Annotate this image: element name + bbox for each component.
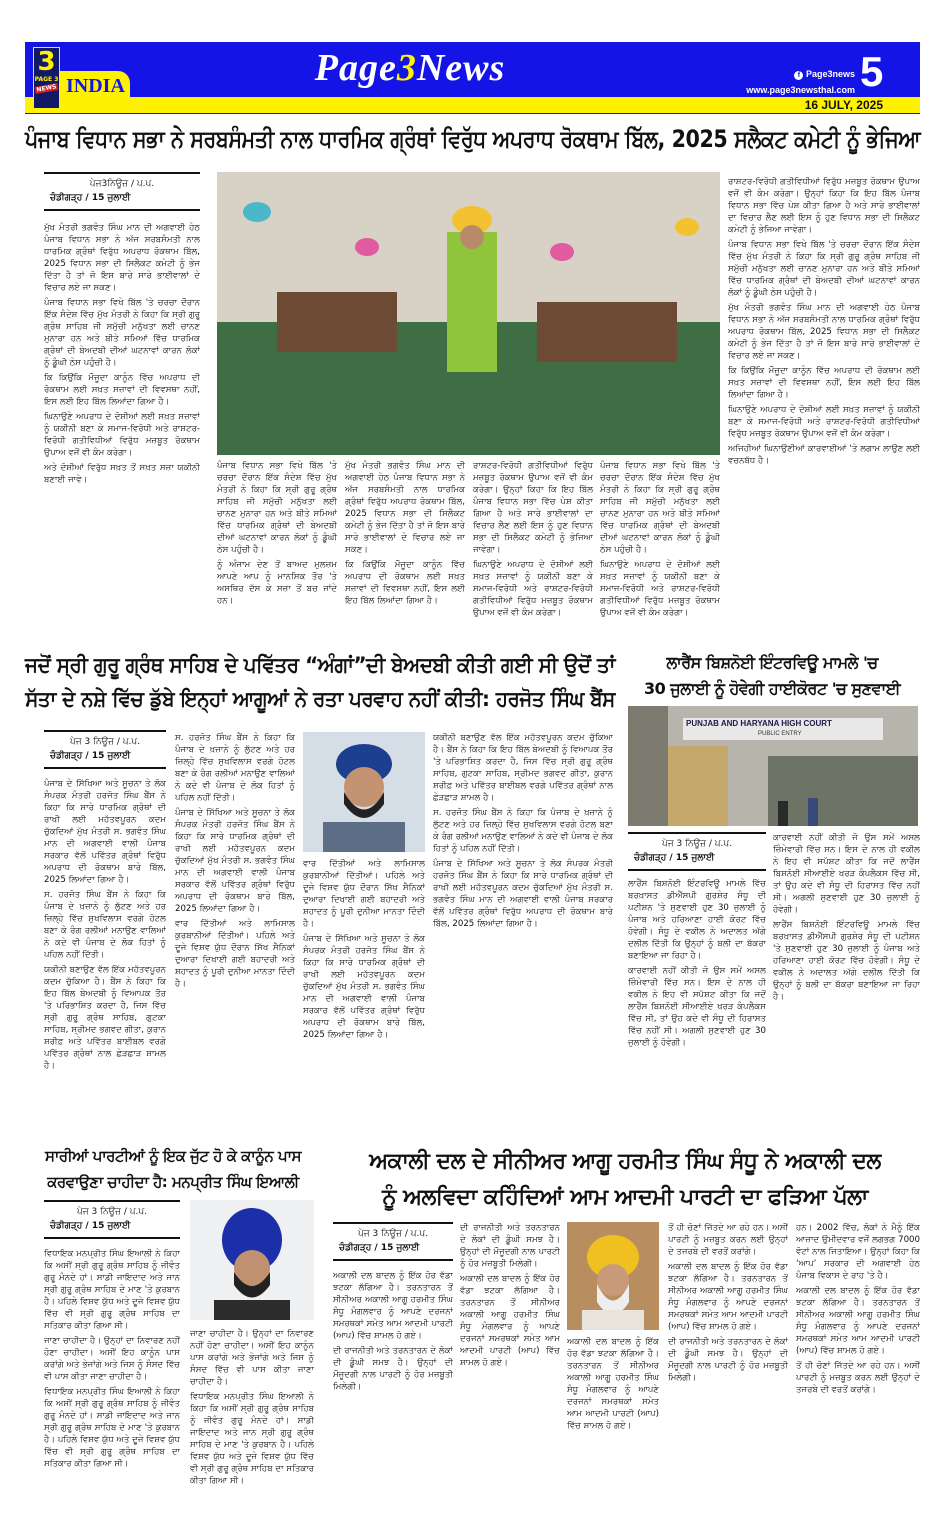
- harjot-bains-photo: [303, 732, 425, 852]
- paragraph: ਯਕੀਨੀ ਬਣਾਉਣ ਵੱਲ ਇੱਕ ਮਹੱਤਵਪੂਰਨ ਕਦਮ ਚੁੱਕਿਆ ਹੈ। ਬੈਂਸ ਨੇ ਕਿਹਾ ਕਿ ਇਹ ਬਿੱਲ ਬੇਅਦਬੀ ਨੂੰ ਵਿਆਪਕ ਤੌਰ 'ਤੇ ਪਰਿਭਾਸ਼ਿਤ ਕਰਦਾ ਹੈ, ਜਿਸ ਵਿੱਚ ਸ੍ਰੀ ਗੁਰੂ ਗ੍ਰੰਥ ਸਾਹਿਬ, ਗੁਟਕਾ ਸਾਹਿਬ, ਸ੍ਰੀਮਦ ਭਗਵਦ ਗੀਤਾ, ਕੁਰਾਨ ਸ਼ਰੀਫ਼ ਅਤੇ ਪਵਿੱਤਰ ਬਾਈਬਲ ਵਰਗੇ ਪਵਿੱਤਰ ਗ੍ਰੰਥਾਂ ਨਾਲ ਛੇੜਛਾੜ ਸ਼ਾਮਲ ਹੈ।: [44, 965, 166, 1071]
- story3-byline: [628, 832, 766, 871]
- headline-line: ਸਾਰੀਆਂ ਪਾਰਟੀਆਂ ਨੂੰ ਇਕ ਜੁੱਟ ਹੋ ਕੇ ਕਾਨੂੰਨ ਪਾਸ: [45, 1147, 301, 1165]
- story5-column-3: [567, 1336, 659, 1521]
- paragraph: ਕਾਰਵਾਈ ਨਹੀਂ ਕੀਤੀ ਜੋ ਉਸ ਸਮੇਂ ਅਸਲ ਜ਼ਿੰਮੇਵਾਰੀ ਵਿੱਚ ਸਨ। ਇਸ ਦੇ ਨਾਲ ਹੀ ਵਕੀਲ ਨੇ ਇਹ ਵੀ ਸਪੱਸ਼ਟ ਕੀਤਾ ਕਿ ਜਦੋਂ ਲਾਰੈਂਸ ਬਿਸ਼ਨੋਈ ਸੀਆਈਏ ਖਰੜ ਕੰਪਲੈਕਸ ਵਿੱਚ ਸੀ, ਤਾਂ ਉਹ ਕਦੇ ਵੀ ਸੰਧੂ ਦੀ ਹਿਰਾਸਤ ਵਿੱਚ ਨਹੀਂ ਸੀ। ਅਗਲੀ ਸੁਣਵਾਈ ਹੁਣ 30 ਜੁਲਾਈ ਨੂੰ ਹੋਵੇਗੀ।: [628, 966, 766, 1048]
- paragraph: ਸ. ਹਰਜੋਤ ਸਿੰਘ ਬੈਂਸ ਨੇ ਕਿਹਾ ਕਿ ਪੰਜਾਬ ਦੇ ਖ਼ਜ਼ਾਨੇ ਨੂੰ ਲੁੱਟਣ ਅਤੇ ਹਰ ਜ਼ਿਲ੍ਹੇ ਵਿੱਚ ਸੁਖਵਿਲਾਸ ਵਰਗੇ ਹੋਟਲ ਬਣਾ ਕੇ ਰੰਗ ਰਲੀਆਂ ਮਨਾਉਣ ਵਾਲਿਆਂ ਨੇ ਕਦੇ ਵੀ ਪੰਜਾਬ ਦੇ ਲੋਕ ਹਿਤਾਂ ਨੂੰ ਪਹਿਲ ਨਹੀਂ ਦਿੱਤੀ।: [433, 808, 613, 854]
- paragraph: ਲਾਰੈਂਸ ਬਿਸ਼ਨੋਈ ਇੰਟਰਵਿਊ ਮਾਮਲੇ ਵਿੱਚ ਬਰਖ਼ਾਸਤ ਡੀਐੱਸਪੀ ਗੁਰਸ਼ੇਰ ਸੰਧੂ ਦੀ ਪਟੀਸ਼ਨ 'ਤੇ ਸੁਣਵਾਈ ਹੁਣ 30 ਜੁਲਾਈ ਨੂੰ ਪੰਜਾਬ ਅਤੇ ਹਰਿਆਣਾ ਹਾਈ ਕੋਰਟ ਵਿੱਚ ਹੋਵੇਗੀ। ਸੰਧੂ ਦੇ ਵਕੀਲ ਨੇ ਅਦਾਲਤ ਅੱਗੇ ਦਲੀਲ ਦਿੱਤੀ ਕਿ ਉਨ੍ਹਾਂ ਨੂੰ ਬਲੀ ਦਾ ਬੱਕਰਾ ਬਣਾਇਆ ਜਾ ਰਿਹਾ ਹੈ।: [773, 920, 920, 1002]
- paragraph: ਅਕਾਲੀ ਦਲ ਬਾਦਲ ਨੂੰ ਇੱਕ ਹੋਰ ਵੱਡਾ ਝਟਕਾ ਲੱਗਿਆ ਹੈ। ਤਰਨਤਾਰਨ ਤੋਂ ਸੀਨੀਅਰ ਅਕਾਲੀ ਆਗੂ ਹਰਮੀਤ ਸਿੰਘ ਸੰਧੂ ਮੰਗਲਵਾਰ ਨੂੰ ਆਪਣੇ ਦਰਜਨਾਂ ਸਮਰਥਕਾਂ ਸਮੇਤ ਆਮ ਆਦਮੀ ਪਾਰਟੀ (ਆਪ) ਵਿੱਚ ਸ਼ਾਮਲ ਹੋ ਗਏ।: [668, 1262, 788, 1332]
- story5-column-1: [333, 1270, 453, 1521]
- story1-column-6: [728, 176, 920, 622]
- paragraph: ਹਨ। 2002 ਵਿੱਚ, ਲੋਕਾਂ ਨੇ ਮੈਨੂੰ ਇੱਕ ਆਜ਼ਾਦ ਉਮੀਦਵਾਰ ਵਜੋਂ ਲਗਭਗ 7000 ਵੋਟਾਂ ਨਾਲ ਜਿਤਾਇਆ। ਉਨ੍ਹਾਂ ਕਿਹਾ ਕਿ ‘ਆਪ’ ਸਰਕਾਰ ਦੀ ਅਗਵਾਈ ਹੇਠ ਪੰਜਾਬ ਵਿਕਾਸ ਦੇ ਰਾਹ 'ਤੇ ਹੈ।: [796, 1223, 920, 1281]
- byline-dateline: ਚੰਡੀਗੜ੍ਹ / 15 ਜੁਲਾਈ: [339, 1243, 420, 1253]
- issue-date: 16 JULY, 2025: [804, 98, 883, 112]
- portrait-illustration: [567, 1222, 659, 1330]
- byline-dateline: ਚੰਡੀਗੜ੍ਹ / 15 ਜੁਲਾਈ: [50, 751, 131, 761]
- assembly-photo: [217, 172, 720, 455]
- facebook-handle[interactable]: Page3news: [805, 69, 855, 79]
- story5-column-5: [796, 1222, 920, 1521]
- paragraph: ਮੁੱਖ ਮੰਤਰੀ ਭਗਵੰਤ ਸਿੰਘ ਮਾਨ ਦੀ ਅਗਵਾਈ ਹੇਠ ਪੰਜਾਬ ਵਿਧਾਨ ਸਭਾ ਨੇ ਅੱਜ ਸਰਬਸੰਮਤੀ ਨਾਲ ਧਾਰਮਿਕ ਗ੍ਰੰਥਾਂ ਵਿਰੁੱਧ ਅਪਰਾਧ ਰੋਕਥਾਮ ਬਿੱਲ, 2025 ਵਿਧਾਨ ਸਭਾ ਦੀ ਸਿਲੈਕਟ ਕਮੇਟੀ ਨੂੰ ਭੇਜ ਦਿੱਤਾ ਹੈ ਤਾਂ ਜੋ ਇਸ ਬਾਰੇ ਸਾਰੇ ਭਾਈਵਾਲਾਂ ਦੇ ਵਿਚਾਰ ਲਏ ਜਾ ਸਕਣ।: [345, 461, 465, 555]
- story1-column-5: [600, 460, 720, 622]
- paragraph: ਅਕਾਲੀ ਦਲ ਬਾਦਲ ਨੂੰ ਇੱਕ ਹੋਰ ਵੱਡਾ ਝਟਕਾ ਲੱਗਿਆ ਹੈ। ਤਰਨਤਾਰਨ ਤੋਂ ਸੀਨੀਅਰ ਅਕਾਲੀ ਆਗੂ ਹਰਮੀਤ ਸਿੰਘ ਸੰਧੂ ਮੰਗਲਵਾਰ ਨੂੰ ਆਪਣੇ ਦਰਜਨਾਂ ਸਮਰਥਕਾਂ ਸਮੇਤ ਆਮ ਆਦਮੀ ਪਾਰਟੀ (ਆਪ) ਵਿੱਚ ਸ਼ਾਮਲ ਹੋ ਗਏ।: [460, 1274, 560, 1368]
- logo-number: 3: [37, 47, 56, 77]
- paragraph: ਸ. ਹਰਜੋਤ ਸਿੰਘ ਬੈਂਸ ਨੇ ਕਿਹਾ ਕਿ ਪੰਜਾਬ ਦੇ ਖ਼ਜ਼ਾਨੇ ਨੂੰ ਲੁੱਟਣ ਅਤੇ ਹਰ ਜ਼ਿਲ੍ਹੇ ਵਿੱਚ ਸੁਖਵਿਲਾਸ ਵਰਗੇ ਹੋਟਲ ਬਣਾ ਕੇ ਰੰਗ ਰਲੀਆਂ ਮਨਾਉਣ ਵਾਲਿਆਂ ਨੇ ਕਦੇ ਵੀ ਪੰਜਾਬ ਦੇ ਲੋਕ ਹਿਤਾਂ ਨੂੰ ਪਹਿਲ ਨਹੀਂ ਦਿੱਤੀ।: [175, 733, 295, 803]
- story1-headline-box: [25, 122, 920, 162]
- page-number: 5: [860, 48, 884, 95]
- story1-column-1: [44, 222, 200, 622]
- byline-dateline: ਚੰਡੀਗੜ੍ਹ / 15 ਜੁਲਾਈ: [50, 1221, 131, 1231]
- story5-column-2: [460, 1222, 560, 1521]
- paragraph: ਘਿਨਾਉਣੇ ਅਪਰਾਧ ਦੇ ਦੋਸ਼ੀਆਂ ਲਈ ਸਖ਼ਤ ਸਜ਼ਾਵਾਂ ਨੂੰ ਯਕੀਨੀ ਬਣਾ ਕੇ ਸਮਾਜ-ਵਿਰੋਧੀ ਅਤੇ ਰਾਸ਼ਟਰ-ਵਿਰੋਧੀ ਗਤੀਵਿਧੀਆਂ ਵਿਰੁੱਧ ਮਜ਼ਬੂਤ ਰੋਕਥਾਮ ਉਪਾਅ ਵਜੋਂ ਵੀ ਕੰਮ ਕਰੇਗਾ।: [44, 412, 200, 458]
- headline-line: ਜਦੋਂ ਸ੍ਰੀ ਗੁਰੂ ਗ੍ਰੰਥ ਸਾਹਿਬ ਦੇ ਪਵਿੱਤਰ “ਅੰਗਾਂ”ਦੀ ਬੇਅਦਬੀ ਕੀਤੀ ਗਈ ਸੀ ਉਦੋਂ ਤਾਂ: [25, 653, 615, 677]
- headline-line: ਕਰਵਾਉਣਾ ਚਾਹੀਦਾ ਹੈ: ਮਨਪ੍ਰੀਤ ਸਿੰਘ ਇਆਲੀ: [47, 1173, 299, 1191]
- paragraph: ਕਿ ਕਿਉਂਕਿ ਮੌਜੂਦਾ ਕਾਨੂੰਨ ਵਿੱਚ ਅਪਰਾਧ ਦੀ ਰੋਕਥਾਮ ਲਈ ਸਖ਼ਤ ਸਜ਼ਾਵਾਂ ਦੀ ਵਿਵਸਥਾ ਨਹੀਂ, ਇਸ ਲਈ ਇਹ ਬਿੱਲ ਲਿਆਂਦਾ ਗਿਆ ਹੈ।: [345, 560, 465, 606]
- paragraph: ਦੀ ਰਾਜਨੀਤੀ ਅਤੇ ਤਰਨਤਾਰਨ ਦੇ ਲੋਕਾਂ ਦੀ ਡੂੰਘੀ ਸਮਝ ਹੈ। ਉਨ੍ਹਾਂ ਦੀ ਮੌਜੂਦਗੀ ਨਾਲ ਪਾਰਟੀ ਨੂੰ ਹੋਰ ਮਜ਼ਬੂਤੀ ਮਿਲੇਗੀ।: [333, 1346, 453, 1392]
- paragraph: ਸ. ਹਰਜੋਤ ਸਿੰਘ ਬੈਂਸ ਨੇ ਕਿਹਾ ਕਿ ਪੰਜਾਬ ਦੇ ਖ਼ਜ਼ਾਨੇ ਨੂੰ ਲੁੱਟਣ ਅਤੇ ਹਰ ਜ਼ਿਲ੍ਹੇ ਵਿੱਚ ਸੁਖਵਿਲਾਸ ਵਰਗੇ ਹੋਟਲ ਬਣਾ ਕੇ ਰੰਗ ਰਲੀਆਂ ਮਨਾਉਣ ਵਾਲਿਆਂ ਨੇ ਕਦੇ ਵੀ ਪੰਜਾਬ ਦੇ ਲੋਕ ਹਿਤਾਂ ਨੂੰ ਪਹਿਲ ਨਹੀਂ ਦਿੱਤੀ।: [44, 890, 166, 960]
- paragraph: ਜਾਣਾ ਚਾਹੀਦਾ ਹੈ। ਉਨ੍ਹਾਂ ਦਾ ਨਿਵਾਰਣ ਨਹੀਂ ਹੋਣਾ ਚਾਹੀਦਾ। ਅਸੀਂ ਇਹ ਕਾਨੂੰਨ ਪਾਸ ਕਰਾਂਗੇ ਅਤੇ ਭੇਜਾਂਗੇ ਅਤੇ ਜਿਸ ਨੂੰ ਸੰਸਦ ਵਿੱਚ ਵੀ ਪਾਸ ਕੀਤਾ ਜਾਣਾ ਚਾਹੀਦਾ ਹੈ।: [44, 1336, 180, 1382]
- story1-headline: ਪੰਜਾਬ ਵਿਧਾਨ ਸਭਾ ਨੇ ਸਰਬਸੰਮਤੀ ਨਾਲ ਧਾਰਮਿਕ ਗ੍ਰੰਥਾਂ ਵਿਰੁੱਧ ਅਪਰਾਧ ਰੋਕਥਾਮ ਬਿੱਲ, 2025 ਸਲੈਕਟ ਕਮੇਟੀ ਨੂੰ ਭੇਜਿਆ: [24, 125, 921, 153]
- story2-column-3: [303, 858, 425, 1128]
- paragraph: ਅਕਾਲੀ ਦਲ ਬਾਦਲ ਨੂੰ ਇੱਕ ਹੋਰ ਵੱਡਾ ਝਟਕਾ ਲੱਗਿਆ ਹੈ। ਤਰਨਤਾਰਨ ਤੋਂ ਸੀਨੀਅਰ ਅਕਾਲੀ ਆਗੂ ਹਰਮੀਤ ਸਿੰਘ ਸੰਧੂ ਮੰਗਲਵਾਰ ਨੂੰ ਆਪਣੇ ਦਰਜਨਾਂ ਸਮਰਥਕਾਂ ਸਮੇਤ ਆਮ ਆਦਮੀ ਪਾਰਟੀ (ਆਪ) ਵਿੱਚ ਸ਼ਾਮਲ ਹੋ ਗਏ।: [333, 1271, 453, 1341]
- section-label: INDIA: [66, 75, 125, 97]
- story2-column-2: [175, 732, 295, 1128]
- paragraph: ਕਾਰਵਾਈ ਨਹੀਂ ਕੀਤੀ ਜੋ ਉਸ ਸਮੇਂ ਅਸਲ ਜ਼ਿੰਮੇਵਾਰੀ ਵਿੱਚ ਸਨ। ਇਸ ਦੇ ਨਾਲ ਹੀ ਵਕੀਲ ਨੇ ਇਹ ਵੀ ਸਪੱਸ਼ਟ ਕੀਤਾ ਕਿ ਜਦੋਂ ਲਾਰੈਂਸ ਬਿਸ਼ਨੋਈ ਸੀਆਈਏ ਖਰੜ ਕੰਪਲੈਕਸ ਵਿੱਚ ਸੀ, ਤਾਂ ਉਹ ਕਦੇ ਵੀ ਸੰਧੂ ਦੀ ਹਿਰਾਸਤ ਵਿੱਚ ਨਹੀਂ ਸੀ। ਅਗਲੀ ਸੁਣਵਾਈ ਹੁਣ 30 ਜੁਲਾਈ ਨੂੰ ਹੋਵੇਗੀ।: [773, 833, 920, 915]
- paragraph: ਰਾਸ਼ਟਰ-ਵਿਰੋਧੀ ਗਤੀਵਿਧੀਆਂ ਵਿਰੁੱਧ ਮਜ਼ਬੂਤ ਰੋਕਥਾਮ ਉਪਾਅ ਵਜੋਂ ਵੀ ਕੰਮ ਕਰੇਗਾ। ਉਨ੍ਹਾਂ ਕਿਹਾ ਕਿ ਇਹ ਬਿੱਲ ਪੰਜਾਬ ਵਿਧਾਨ ਸਭਾ ਵਿੱਚ ਪੇਸ਼ ਕੀਤਾ ਗਿਆ ਹੈ ਅਤੇ ਸਾਰੇ ਭਾਈਵਾਲਾਂ ਦਾ ਵਿਚਾਰ ਲੈਣ ਲਈ ਇਸ ਨੂੰ ਹੁਣ ਵਿਧਾਨ ਸਭਾ ਦੀ ਸਿਲੈਕਟ ਕਮੇਟੀ ਨੂੰ ਭੇਜਿਆ ਜਾਵੇਗਾ।: [473, 461, 593, 555]
- paragraph: ਅਜਿਹੀਆਂ ਘਿਨਾਉਣੀਆਂ ਕਾਰਵਾਈਆਂ 'ਤੇ ਲਗਾਮ ਲਾਉਣ ਲਈ ਵਚਨਬੱਧ ਹੈ।: [728, 444, 920, 466]
- paragraph: ਵਿਧਾਇਕ ਮਨਪ੍ਰੀਤ ਸਿੰਘ ਇਆਲੀ ਨੇ ਕਿਹਾ ਕਿ ਅਸੀਂ ਸ੍ਰੀ ਗੁਰੂ ਗ੍ਰੰਥ ਸਾਹਿਬ ਨੂੰ ਜੀਵੰਤ ਗੁਰੂ ਮੰਨਦੇ ਹਾਂ। ਸਾਡੀ ਜਾਇਦਾਦ ਅਤੇ ਜਾਨ ਸ੍ਰੀ ਗੁਰੂ ਗ੍ਰੰਥ ਸਾਹਿਬ ਦੇ ਮਾਣ 'ਤੇ ਕੁਰਬਾਨ ਹੈ। ਪਹਿਲੇ ਵਿਸ਼ਵ ਯੁੱਧ ਅਤੇ ਦੂਜੇ ਵਿਸ਼ਵ ਯੁੱਧ ਵਿੱਚ ਵੀ ਸ੍ਰੀ ਗੁਰੂ ਗ੍ਰੰਥ ਸਾਹਿਬ ਦਾ ਸਤਿਕਾਰ ਕੀਤਾ ਗਿਆ ਸੀ।: [190, 1392, 314, 1486]
- paragraph: ਨੂੰ ਅੰਜਾਮ ਦੇਣ ਤੋਂ ਬਾਅਦ ਮੁਲਜ਼ਮ ਆਪਣੇ ਆਪ ਨੂੰ ਮਾਨਸਿਕ ਤੌਰ 'ਤੇ ਅਸਥਿਰ ਦੱਸ ਕੇ ਸਜ਼ਾ ਤੋਂ ਬਚ ਜਾਂਦੇ ਹਨ।: [217, 560, 337, 606]
- paragraph: ਪੰਜਾਬ ਦੇ ਸਿੱਖਿਆ ਅਤੇ ਸੂਚਨਾ ਤੇ ਲੋਕ ਸੰਪਰਕ ਮੰਤਰੀ ਹਰਜੋਤ ਸਿੰਘ ਬੈਂਸ ਨੇ ਕਿਹਾ ਕਿ ਸਾਰੇ ਧਾਰਮਿਕ ਗ੍ਰੰਥਾਂ ਦੀ ਰਾਖੀ ਲਈ ਮਹੱਤਵਪੂਰਨ ਕਦਮ ਚੁੱਕਦਿਆਂ ਮੁੱਖ ਮੰਤਰੀ ਸ. ਭਗਵੰਤ ਸਿੰਘ ਮਾਨ ਦੀ ਅਗਵਾਈ ਵਾਲੀ ਪੰਜਾਬ ਸਰਕਾਰ ਵੱਲੋਂ ਪਵਿੱਤਰ ਗ੍ਰੰਥਾਂ ਵਿਰੁੱਧ ਅਪਰਾਧ ਦੀ ਰੋਕਥਾਮ ਬਾਰੇ ਬਿੱਲ, 2025 ਲਿਆਂਦਾ ਗਿਆ ਹੈ।: [175, 808, 295, 914]
- paragraph: ਵਾਰ ਦਿੱਤੀਆਂ ਅਤੇ ਲਾਮਿਸਾਲ ਕੁਰਬਾਨੀਆਂ ਦਿੱਤੀਆਂ। ਪਹਿਲੇ ਅਤੇ ਦੂਜੇ ਵਿਸ਼ਵ ਯੁੱਧ ਦੌਰਾਨ ਸਿੱਖ ਸੈਨਿਕਾਂ ਦੁਆਰਾ ਦਿਖਾਈ ਗਈ ਬਹਾਦਰੀ ਅਤੇ ਸ਼ਹਾਦਤ ਨੂੰ ਪੂਰੀ ਦੁਨੀਆ ਮਾਨਤਾ ਦਿੰਦੀ ਹੈ।: [303, 859, 425, 929]
- logo-sub: PAGE 3: [34, 76, 59, 83]
- story3-headline: [622, 650, 922, 704]
- paragraph: ਮੁੱਖ ਮੰਤਰੀ ਭਗਵੰਤ ਸਿੰਘ ਮਾਨ ਦੀ ਅਗਵਾਈ ਹੇਠ ਪੰਜਾਬ ਵਿਧਾਨ ਸਭਾ ਨੇ ਅੱਜ ਸਰਬਸੰਮਤੀ ਨਾਲ ਧਾਰਮਿਕ ਗ੍ਰੰਥਾਂ ਵਿਰੁੱਧ ਅਪਰਾਧ ਰੋਕਥਾਮ ਬਿੱਲ, 2025 ਵਿਧਾਨ ਸਭਾ ਦੀ ਸਿਲੈਕਟ ਕਮੇਟੀ ਨੂੰ ਭੇਜ ਦਿੱਤਾ ਹੈ ਤਾਂ ਜੋ ਇਸ ਬਾਰੇ ਸਾਰੇ ਭਾਈਵਾਲਾਂ ਦੇ ਵਿਚਾਰ ਲਏ ਜਾ ਸਕਣ।: [728, 303, 920, 361]
- headline-line: ਸੱਤਾ ਦੇ ਨਸ਼ੇ ਵਿੱਚ ਡੁੱਬੇ ਇਨ੍ਹਾਂ ਆਗੂਆਂ ਨੇ ਰਤਾ ਪਰਵਾਹ ਨਹੀਂ ਕੀਤੀ: ਹਰਜੋਤ ਸਿੰਘ ਬੈਂਸ: [25, 687, 615, 711]
- harmeet-sandhu-photo: [567, 1222, 659, 1330]
- page3-logo: [33, 47, 60, 109]
- newspaper-brand: [210, 46, 610, 90]
- byline-dateline: ਚੰਡੀਗੜ੍ਹ / 15 ਜੁਲਾਈ: [50, 193, 131, 203]
- paragraph: ਕਿ ਕਿਉਂਕਿ ਮੌਜੂਦਾ ਕਾਨੂੰਨ ਵਿੱਚ ਅਪਰਾਧ ਦੀ ਰੋਕਥਾਮ ਲਈ ਸਖ਼ਤ ਸਜ਼ਾਵਾਂ ਦੀ ਵਿਵਸਥਾ ਨਹੀਂ, ਇਸ ਲਈ ਇਹ ਬਿੱਲ ਲਿਆਂਦਾ ਗਿਆ ਹੈ।: [728, 366, 920, 400]
- brand-three: 3: [396, 47, 417, 89]
- story5-column-4: [668, 1222, 788, 1521]
- story1-column-2: [217, 460, 337, 622]
- paragraph: ਮੁੱਖ ਮੰਤਰੀ ਭਗਵੰਤ ਸਿੰਘ ਮਾਨ ਦੀ ਅਗਵਾਈ ਹੇਠ ਪੰਜਾਬ ਵਿਧਾਨ ਸਭਾ ਨੇ ਅੱਜ ਸਰਬਸੰਮਤੀ ਨਾਲ ਧਾਰਮਿਕ ਗ੍ਰੰਥਾਂ ਵਿਰੁੱਧ ਅਪਰਾਧ ਰੋਕਥਾਮ ਬਿੱਲ, 2025 ਵਿਧਾਨ ਸਭਾ ਦੀ ਸਿਲੈਕਟ ਕਮੇਟੀ ਨੂੰ ਭੇਜ ਦਿੱਤਾ ਹੈ ਤਾਂ ਜੋ ਇਸ ਬਾਰੇ ਸਾਰੇ ਭਾਈਵਾਲਾਂ ਦੇ ਵਿਚਾਰ ਲਏ ਜਾ ਸਕਣ।: [44, 223, 200, 293]
- brand-part: Page: [314, 47, 397, 89]
- website-link[interactable]: www.page3newsthal.com: [746, 85, 855, 95]
- byline-source: ਪੇਜ 3 ਨਿਊਜ਼ / ਪ.ਪ.: [76, 1207, 148, 1217]
- byline-source: ਪੇਜ 3 ਨਿਊਜ਼ / ਪ.ਪ.: [357, 1229, 429, 1239]
- paragraph: ਅਕਾਲੀ ਦਲ ਬਾਦਲ ਨੂੰ ਇੱਕ ਹੋਰ ਵੱਡਾ ਝਟਕਾ ਲੱਗਿਆ ਹੈ। ਤਰਨਤਾਰਨ ਤੋਂ ਸੀਨੀਅਰ ਅਕਾਲੀ ਆਗੂ ਹਰਮੀਤ ਸਿੰਘ ਸੰਧੂ ਮੰਗਲਵਾਰ ਨੂੰ ਆਪਣੇ ਦਰਜਨਾਂ ਸਮਰਥਕਾਂ ਸਮੇਤ ਆਮ ਆਦਮੀ ਪਾਰਟੀ (ਆਪ) ਵਿੱਚ ਸ਼ਾਮਲ ਹੋ ਗਏ।: [796, 1286, 920, 1356]
- paragraph: ਅਤੇ ਦੋਸ਼ੀਆਂ ਵਿਰੁੱਧ ਸਖ਼ਤ ਤੋਂ ਸਖ਼ਤ ਸਜ਼ਾ ਯਕੀਨੀ ਬਣਾਈ ਜਾਵੇ।: [44, 463, 200, 485]
- byline-source: ਪੇਜ3ਨਿਊਜ਼ / ਪ.ਪ.: [89, 179, 155, 189]
- story1-byline: [44, 172, 200, 211]
- paragraph: ਪੰਜਾਬ ਵਿਧਾਨ ਸਭਾ ਵਿਖੇ ਬਿੱਲ 'ਤੇ ਚਰਚਾ ਦੌਰਾਨ ਇੱਕ ਸੰਦੇਸ਼ ਵਿੱਚ ਮੁੱਖ ਮੰਤਰੀ ਨੇ ਕਿਹਾ ਕਿ ਸ੍ਰੀ ਗੁਰੂ ਗ੍ਰੰਥ ਸਾਹਿਬ ਜੀ ਸਮੁੱਚੀ ਮਨੁੱਖਤਾ ਲਈ ਚਾਨਣ ਮੁਨਾਰਾ ਹਨ ਅਤੇ ਬੀਤੇ ਸਮਿਆਂ ਵਿੱਚ ਧਾਰਮਿਕ ਗ੍ਰੰਥਾਂ ਦੀ ਬੇਅਦਬੀ ਦੀਆਂ ਘਟਨਾਵਾਂ ਕਾਰਨ ਲੋਕਾਂ ਨੂੰ ਡੂੰਘੀ ਠੇਸ ਪਹੁੰਚੀ ਹੈ।: [728, 240, 920, 298]
- portrait-illustration: [190, 1200, 314, 1320]
- paragraph: ਘਿਨਾਉਣੇ ਅਪਰਾਧ ਦੇ ਦੋਸ਼ੀਆਂ ਲਈ ਸਖ਼ਤ ਸਜ਼ਾਵਾਂ ਨੂੰ ਯਕੀਨੀ ਬਣਾ ਕੇ ਸਮਾਜ-ਵਿਰੋਧੀ ਅਤੇ ਰਾਸ਼ਟਰ-ਵਿਰੋਧੀ ਗਤੀਵਿਧੀਆਂ ਵਿਰੁੱਧ ਮਜ਼ਬੂਤ ਰੋਕਥਾਮ ਉਪਾਅ ਵਜੋਂ ਵੀ ਕੰਮ ਕਰੇਗਾ।: [600, 560, 720, 618]
- brand-part: News: [416, 47, 506, 89]
- court-sign: PUNJAB AND HARYANA HIGH COURT: [686, 719, 832, 728]
- paragraph: ਘਿਨਾਉਣੇ ਅਪਰਾਧ ਦੇ ਦੋਸ਼ੀਆਂ ਲਈ ਸਖ਼ਤ ਸਜ਼ਾਵਾਂ ਨੂੰ ਯਕੀਨੀ ਬਣਾ ਕੇ ਸਮਾਜ-ਵਿਰੋਧੀ ਅਤੇ ਰਾਸ਼ਟਰ-ਵਿਰੋਧੀ ਗਤੀਵਿਧੀਆਂ ਵਿਰੁੱਧ ਮਜ਼ਬੂਤ ਰੋਕਥਾਮ ਉਪਾਅ ਵਜੋਂ ਵੀ ਕੰਮ ਕਰੇਗਾ।: [473, 560, 593, 618]
- story4-byline: [44, 1200, 180, 1239]
- facebook-icon: f: [794, 71, 803, 80]
- paragraph: ਅਕਾਲੀ ਦਲ ਬਾਦਲ ਨੂੰ ਇੱਕ ਹੋਰ ਵੱਡਾ ਝਟਕਾ ਲੱਗਿਆ ਹੈ। ਤਰਨਤਾਰਨ ਤੋਂ ਸੀਨੀਅਰ ਅਕਾਲੀ ਆਗੂ ਹਰਮੀਤ ਸਿੰਘ ਸੰਧੂ ਮੰਗਲਵਾਰ ਨੂੰ ਆਪਣੇ ਦਰਜਨਾਂ ਸਮਰਥਕਾਂ ਸਮੇਤ ਆਮ ਆਦਮੀ ਪਾਰਟੀ (ਆਪ) ਵਿੱਚ ਸ਼ਾਮਲ ਹੋ ਗਏ।: [567, 1337, 659, 1431]
- paragraph: ਪੰਜਾਬ ਦੇ ਸਿੱਖਿਆ ਅਤੇ ਸੂਚਨਾ ਤੇ ਲੋਕ ਸੰਪਰਕ ਮੰਤਰੀ ਹਰਜੋਤ ਸਿੰਘ ਬੈਂਸ ਨੇ ਕਿਹਾ ਕਿ ਸਾਰੇ ਧਾਰਮਿਕ ਗ੍ਰੰਥਾਂ ਦੀ ਰਾਖੀ ਲਈ ਮਹੱਤਵਪੂਰਨ ਕਦਮ ਚੁੱਕਦਿਆਂ ਮੁੱਖ ਮੰਤਰੀ ਸ. ਭਗਵੰਤ ਸਿੰਘ ਮਾਨ ਦੀ ਅਗਵਾਈ ਵਾਲੀ ਪੰਜਾਬ ਸਰਕਾਰ ਵੱਲੋਂ ਪਵਿੱਤਰ ਗ੍ਰੰਥਾਂ ਵਿਰੁੱਧ ਅਪਰਾਧ ਦੀ ਰੋਕਥਾਮ ਬਾਰੇ ਬਿੱਲ, 2025 ਲਿਆਂਦਾ ਗਿਆ ਹੈ।: [44, 779, 166, 885]
- paragraph: ਵਾਰ ਦਿੱਤੀਆਂ ਅਤੇ ਲਾਮਿਸਾਲ ਕੁਰਬਾਨੀਆਂ ਦਿੱਤੀਆਂ। ਪਹਿਲੇ ਅਤੇ ਦੂਜੇ ਵਿਸ਼ਵ ਯੁੱਧ ਦੌਰਾਨ ਸਿੱਖ ਸੈਨਿਕਾਂ ਦੁਆਰਾ ਦਿਖਾਈ ਗਈ ਬਹਾਦਰੀ ਅਤੇ ਸ਼ਹਾਦਤ ਨੂੰ ਪੂਰੀ ਦੁਨੀਆ ਮਾਨਤਾ ਦਿੰਦੀ ਹੈ।: [175, 919, 295, 989]
- story1-column-4: [473, 460, 593, 622]
- headline-line: ਨੂੰ ਅਲਵਿਦਾ ਕਹਿੰਦਿਆਂ ਆਮ ਆਦਮੀ ਪਾਰਟੀ ਦਾ ਫੜਿਆ ਪੱਲਾ: [382, 1185, 868, 1210]
- story5-headline: [328, 1144, 922, 1218]
- paragraph: ਪੰਜਾਬ ਦੇ ਸਿੱਖਿਆ ਅਤੇ ਸੂਚਨਾ ਤੇ ਲੋਕ ਸੰਪਰਕ ਮੰਤਰੀ ਹਰਜੋਤ ਸਿੰਘ ਬੈਂਸ ਨੇ ਕਿਹਾ ਕਿ ਸਾਰੇ ਧਾਰਮਿਕ ਗ੍ਰੰਥਾਂ ਦੀ ਰਾਖੀ ਲਈ ਮਹੱਤਵਪੂਰਨ ਕਦਮ ਚੁੱਕਦਿਆਂ ਮੁੱਖ ਮੰਤਰੀ ਸ. ਭਗਵੰਤ ਸਿੰਘ ਮਾਨ ਦੀ ਅਗਵਾਈ ਵਾਲੀ ਪੰਜਾਬ ਸਰਕਾਰ ਵੱਲੋਂ ਪਵਿੱਤਰ ਗ੍ਰੰਥਾਂ ਵਿਰੁੱਧ ਅਪਰਾਧ ਦੀ ਰੋਕਥਾਮ ਬਾਰੇ ਬਿੱਲ, 2025 ਲਿਆਂਦਾ ਗਿਆ ਹੈ।: [433, 859, 613, 929]
- story2-headline: [25, 648, 615, 724]
- paragraph: ਰਾਸ਼ਟਰ-ਵਿਰੋਧੀ ਗਤੀਵਿਧੀਆਂ ਵਿਰੁੱਧ ਮਜ਼ਬੂਤ ਰੋਕਥਾਮ ਉਪਾਅ ਵਜੋਂ ਵੀ ਕੰਮ ਕਰੇਗਾ। ਉਨ੍ਹਾਂ ਕਿਹਾ ਕਿ ਇਹ ਬਿੱਲ ਪੰਜਾਬ ਵਿਧਾਨ ਸਭਾ ਵਿੱਚ ਪੇਸ਼ ਕੀਤਾ ਗਿਆ ਹੈ ਅਤੇ ਸਾਰੇ ਭਾਈਵਾਲਾਂ ਦਾ ਵਿਚਾਰ ਲੈਣ ਲਈ ਇਸ ਨੂੰ ਹੁਣ ਵਿਧਾਨ ਸਭਾ ਦੀ ਸਿਲੈਕਟ ਕਮੇਟੀ ਨੂੰ ਭੇਜਿਆ ਜਾਵੇਗਾ।: [728, 177, 920, 235]
- story2-byline: [44, 730, 166, 769]
- paragraph: ਯਕੀਨੀ ਬਣਾਉਣ ਵੱਲ ਇੱਕ ਮਹੱਤਵਪੂਰਨ ਕਦਮ ਚੁੱਕਿਆ ਹੈ। ਬੈਂਸ ਨੇ ਕਿਹਾ ਕਿ ਇਹ ਬਿੱਲ ਬੇਅਦਬੀ ਨੂੰ ਵਿਆਪਕ ਤੌਰ 'ਤੇ ਪਰਿਭਾਸ਼ਿਤ ਕਰਦਾ ਹੈ, ਜਿਸ ਵਿੱਚ ਸ੍ਰੀ ਗੁਰੂ ਗ੍ਰੰਥ ਸਾਹਿਬ, ਗੁਟਕਾ ਸਾਹਿਬ, ਸ੍ਰੀਮਦ ਭਗਵਦ ਗੀਤਾ, ਕੁਰਾਨ ਸ਼ਰੀਫ਼ ਅਤੇ ਪਵਿੱਤਰ ਬਾਈਬਲ ਵਰਗੇ ਪਵਿੱਤਰ ਗ੍ਰੰਥਾਂ ਨਾਲ ਛੇੜਛਾੜ ਸ਼ਾਮਲ ਹੈ।: [433, 733, 613, 803]
- headline-line: 30 ਜੁਲਾਈ ਨੂੰ ਹੋਵੇਗੀ ਹਾਈਕੋਰਟ 'ਚ ਸੁਣਵਾਈ: [643, 679, 901, 698]
- story2-column-1: [44, 778, 166, 1128]
- byline-dateline: ਚੰਡੀਗੜ੍ਹ / 15 ਜੁਲਾਈ: [634, 853, 715, 863]
- court-sign-sub: PUBLIC ENTRY: [758, 731, 802, 737]
- paragraph: ਲਾਰੈਂਸ ਬਿਸ਼ਨੋਈ ਇੰਟਰਵਿਊ ਮਾਮਲੇ ਵਿੱਚ ਬਰਖ਼ਾਸਤ ਡੀਐੱਸਪੀ ਗੁਰਸ਼ੇਰ ਸੰਧੂ ਦੀ ਪਟੀਸ਼ਨ 'ਤੇ ਸੁਣਵਾਈ ਹੁਣ 30 ਜੁਲਾਈ ਨੂੰ ਪੰਜਾਬ ਅਤੇ ਹਰਿਆਣਾ ਹਾਈ ਕੋਰਟ ਵਿੱਚ ਹੋਵੇਗੀ। ਸੰਧੂ ਦੇ ਵਕੀਲ ਨੇ ਅਦਾਲਤ ਅੱਗੇ ਦਲੀਲ ਦਿੱਤੀ ਕਿ ਉਨ੍ਹਾਂ ਨੂੰ ਬਲੀ ਦਾ ਬੱਕਰਾ ਬਣਾਇਆ ਜਾ ਰਿਹਾ ਹੈ।: [628, 879, 766, 961]
- headline-line: ਅਕਾਲੀ ਦਲ ਦੇ ਸੀਨੀਅਰ ਆਗੂ ਹਰਮੀਤ ਸਿੰਘ ਸੰਧੂ ਨੇ ਅਕਾਲੀ ਦਲ: [369, 1149, 881, 1174]
- paragraph: ਦੀ ਰਾਜਨੀਤੀ ਅਤੇ ਤਰਨਤਾਰਨ ਦੇ ਲੋਕਾਂ ਦੀ ਡੂੰਘੀ ਸਮਝ ਹੈ। ਉਨ੍ਹਾਂ ਦੀ ਮੌਜੂਦਗੀ ਨਾਲ ਪਾਰਟੀ ਨੂੰ ਹੋਰ ਮਜ਼ਬੂਤੀ ਮਿਲੇਗੀ।: [668, 1337, 788, 1383]
- paragraph: ਪੰਜਾਬ ਵਿਧਾਨ ਸਭਾ ਵਿਖੇ ਬਿੱਲ 'ਤੇ ਚਰਚਾ ਦੌਰਾਨ ਇੱਕ ਸੰਦੇਸ਼ ਵਿੱਚ ਮੁੱਖ ਮੰਤਰੀ ਨੇ ਕਿਹਾ ਕਿ ਸ੍ਰੀ ਗੁਰੂ ਗ੍ਰੰਥ ਸਾਹਿਬ ਜੀ ਸਮੁੱਚੀ ਮਨੁੱਖਤਾ ਲਈ ਚਾਨਣ ਮੁਨਾਰਾ ਹਨ ਅਤੇ ਬੀਤੇ ਸਮਿਆਂ ਵਿੱਚ ਧਾਰਮਿਕ ਗ੍ਰੰਥਾਂ ਦੀ ਬੇਅਦਬੀ ਦੀਆਂ ਘਟਨਾਵਾਂ ਕਾਰਨ ਲੋਕਾਂ ਨੂੰ ਡੂੰਘੀ ਠੇਸ ਪਹੁੰਚੀ ਹੈ।: [44, 298, 200, 368]
- byline-source: ਪੇਜ 3 ਨਿਊਜ਼ / ਪ.ਪ.: [661, 839, 733, 849]
- story4-column-2: [190, 1328, 314, 1521]
- paragraph: ਪੰਜਾਬ ਦੇ ਸਿੱਖਿਆ ਅਤੇ ਸੂਚਨਾ ਤੇ ਲੋਕ ਸੰਪਰਕ ਮੰਤਰੀ ਹਰਜੋਤ ਸਿੰਘ ਬੈਂਸ ਨੇ ਕਿਹਾ ਕਿ ਸਾਰੇ ਧਾਰਮਿਕ ਗ੍ਰੰਥਾਂ ਦੀ ਰਾਖੀ ਲਈ ਮਹੱਤਵਪੂਰਨ ਕਦਮ ਚੁੱਕਦਿਆਂ ਮੁੱਖ ਮੰਤਰੀ ਸ. ਭਗਵੰਤ ਸਿੰਘ ਮਾਨ ਦੀ ਅਗਵਾਈ ਵਾਲੀ ਪੰਜਾਬ ਸਰਕਾਰ ਵੱਲੋਂ ਪਵਿੱਤਰ ਗ੍ਰੰਥਾਂ ਵਿਰੁੱਧ ਅਪਰਾਧ ਦੀ ਰੋਕਥਾਮ ਬਾਰੇ ਬਿੱਲ, 2025 ਲਿਆਂਦਾ ਗਿਆ ਹੈ।: [303, 934, 425, 1040]
- story2-column-4: [433, 732, 613, 1128]
- logo-news: NEWS: [36, 83, 57, 94]
- story3-column-2: [773, 832, 920, 1128]
- story1-column-3: [345, 460, 465, 622]
- assembly-photo-illustration: [217, 172, 720, 455]
- paragraph: ਪੰਜਾਬ ਵਿਧਾਨ ਸਭਾ ਵਿਖੇ ਬਿੱਲ 'ਤੇ ਚਰਚਾ ਦੌਰਾਨ ਇੱਕ ਸੰਦੇਸ਼ ਵਿੱਚ ਮੁੱਖ ਮੰਤਰੀ ਨੇ ਕਿਹਾ ਕਿ ਸ੍ਰੀ ਗੁਰੂ ਗ੍ਰੰਥ ਸਾਹਿਬ ਜੀ ਸਮੁੱਚੀ ਮਨੁੱਖਤਾ ਲਈ ਚਾਨਣ ਮੁਨਾਰਾ ਹਨ ਅਤੇ ਬੀਤੇ ਸਮਿਆਂ ਵਿੱਚ ਧਾਰਮਿਕ ਗ੍ਰੰਥਾਂ ਦੀ ਬੇਅਦਬੀ ਦੀਆਂ ਘਟਨਾਵਾਂ ਕਾਰਨ ਲੋਕਾਂ ਨੂੰ ਡੂੰਘੀ ਠੇਸ ਪਹੁੰਚੀ ਹੈ।: [600, 461, 720, 555]
- paragraph: ਪੰਜਾਬ ਵਿਧਾਨ ਸਭਾ ਵਿਖੇ ਬਿੱਲ 'ਤੇ ਚਰਚਾ ਦੌਰਾਨ ਇੱਕ ਸੰਦੇਸ਼ ਵਿੱਚ ਮੁੱਖ ਮੰਤਰੀ ਨੇ ਕਿਹਾ ਕਿ ਸ੍ਰੀ ਗੁਰੂ ਗ੍ਰੰਥ ਸਾਹਿਬ ਜੀ ਸਮੁੱਚੀ ਮਨੁੱਖਤਾ ਲਈ ਚਾਨਣ ਮੁਨਾਰਾ ਹਨ ਅਤੇ ਬੀਤੇ ਸਮਿਆਂ ਵਿੱਚ ਧਾਰਮਿਕ ਗ੍ਰੰਥਾਂ ਦੀ ਬੇਅਦਬੀ ਦੀਆਂ ਘਟਨਾਵਾਂ ਕਾਰਨ ਲੋਕਾਂ ਨੂੰ ਡੂੰਘੀ ਠੇਸ ਪਹੁੰਚੀ ਹੈ।: [217, 461, 337, 555]
- byline-source: ਪੇਜ 3 ਨਿਊਜ਼ / ਪ.ਪ.: [69, 737, 141, 747]
- paragraph: ਵਿਧਾਇਕ ਮਨਪ੍ਰੀਤ ਸਿੰਘ ਇਆਲੀ ਨੇ ਕਿਹਾ ਕਿ ਅਸੀਂ ਸ੍ਰੀ ਗੁਰੂ ਗ੍ਰੰਥ ਸਾਹਿਬ ਨੂੰ ਜੀਵੰਤ ਗੁਰੂ ਮੰਨਦੇ ਹਾਂ। ਸਾਡੀ ਜਾਇਦਾਦ ਅਤੇ ਜਾਨ ਸ੍ਰੀ ਗੁਰੂ ਗ੍ਰੰਥ ਸਾਹਿਬ ਦੇ ਮਾਣ 'ਤੇ ਕੁਰਬਾਨ ਹੈ। ਪਹਿਲੇ ਵਿਸ਼ਵ ਯੁੱਧ ਅਤੇ ਦੂਜੇ ਵਿਸ਼ਵ ਯੁੱਧ ਵਿੱਚ ਵੀ ਸ੍ਰੀ ਗੁਰੂ ਗ੍ਰੰਥ ਸਾਹਿਬ ਦਾ ਸਤਿਕਾਰ ਕੀਤਾ ਗਿਆ ਸੀ।: [44, 1249, 180, 1331]
- story5-byline: [333, 1222, 453, 1261]
- paragraph: ਘਿਨਾਉਣੇ ਅਪਰਾਧ ਦੇ ਦੋਸ਼ੀਆਂ ਲਈ ਸਖ਼ਤ ਸਜ਼ਾਵਾਂ ਨੂੰ ਯਕੀਨੀ ਬਣਾ ਕੇ ਸਮਾਜ-ਵਿਰੋਧੀ ਅਤੇ ਰਾਸ਼ਟਰ-ਵਿਰੋਧੀ ਗਤੀਵਿਧੀਆਂ ਵਿਰੁੱਧ ਮਜ਼ਬੂਤ ਰੋਕਥਾਮ ਉਪਾਅ ਵਜੋਂ ਵੀ ਕੰਮ ਕਰੇਗਾ।: [728, 405, 920, 439]
- story4-column-1: [44, 1248, 180, 1521]
- story3-column-1: [628, 878, 766, 1128]
- paragraph: ਦੀ ਰਾਜਨੀਤੀ ਅਤੇ ਤਰਨਤਾਰਨ ਦੇ ਲੋਕਾਂ ਦੀ ਡੂੰਘੀ ਸਮਝ ਹੈ। ਉਨ੍ਹਾਂ ਦੀ ਮੌਜੂਦਗੀ ਨਾਲ ਪਾਰਟੀ ਨੂੰ ਹੋਰ ਮਜ਼ਬੂਤੀ ਮਿਲੇਗੀ।: [460, 1223, 560, 1269]
- story4-headline: [25, 1143, 321, 1197]
- manpreet-ayali-photo: [190, 1200, 314, 1320]
- headline-line: ਲਾਰੈਂਸ ਬਿਸ਼ਨੋਈ ਇੰਟਰਵਿਊ ਮਾਮਲੇ 'ਚ: [666, 653, 878, 672]
- social-info: [720, 66, 855, 98]
- portrait-illustration: [303, 732, 425, 852]
- paragraph: ਵਿਧਾਇਕ ਮਨਪ੍ਰੀਤ ਸਿੰਘ ਇਆਲੀ ਨੇ ਕਿਹਾ ਕਿ ਅਸੀਂ ਸ੍ਰੀ ਗੁਰੂ ਗ੍ਰੰਥ ਸਾਹਿਬ ਨੂੰ ਜੀਵੰਤ ਗੁਰੂ ਮੰਨਦੇ ਹਾਂ। ਸਾਡੀ ਜਾਇਦਾਦ ਅਤੇ ਜਾਨ ਸ੍ਰੀ ਗੁਰੂ ਗ੍ਰੰਥ ਸਾਹਿਬ ਦੇ ਮਾਣ 'ਤੇ ਕੁਰਬਾਨ ਹੈ। ਪਹਿਲੇ ਵਿਸ਼ਵ ਯੁੱਧ ਅਤੇ ਦੂਜੇ ਵਿਸ਼ਵ ਯੁੱਧ ਵਿੱਚ ਵੀ ਸ੍ਰੀ ਗੁਰੂ ਗ੍ਰੰਥ ਸਾਹਿਬ ਦਾ ਸਤਿਕਾਰ ਕੀਤਾ ਗਿਆ ਸੀ।: [44, 1387, 180, 1469]
- paragraph: ਜਾਣਾ ਚਾਹੀਦਾ ਹੈ। ਉਨ੍ਹਾਂ ਦਾ ਨਿਵਾਰਣ ਨਹੀਂ ਹੋਣਾ ਚਾਹੀਦਾ। ਅਸੀਂ ਇਹ ਕਾਨੂੰਨ ਪਾਸ ਕਰਾਂਗੇ ਅਤੇ ਭੇਜਾਂਗੇ ਅਤੇ ਜਿਸ ਨੂੰ ਸੰਸਦ ਵਿੱਚ ਵੀ ਪਾਸ ਕੀਤਾ ਜਾਣਾ ਚਾਹੀਦਾ ਹੈ।: [190, 1329, 314, 1387]
- paragraph: ਕਿ ਕਿਉਂਕਿ ਮੌਜੂਦਾ ਕਾਨੂੰਨ ਵਿੱਚ ਅਪਰਾਧ ਦੀ ਰੋਕਥਾਮ ਲਈ ਸਖ਼ਤ ਸਜ਼ਾਵਾਂ ਦੀ ਵਿਵਸਥਾ ਨਹੀਂ, ਇਸ ਲਈ ਇਹ ਬਿੱਲ ਲਿਆਂਦਾ ਗਿਆ ਹੈ।: [44, 373, 200, 407]
- high-court-photo: [628, 706, 918, 826]
- paragraph: ਤੋਂ ਹੀ ਚੋਣਾਂ ਜਿੱਤਦੇ ਆ ਰਹੇ ਹਨ। ਅਸੀਂ ਪਾਰਟੀ ਨੂੰ ਮਜ਼ਬੂਤ ਕਰਨ ਲਈ ਉਨ੍ਹਾਂ ਦੇ ਤਜਰਬੇ ਦੀ ਵਰਤੋਂ ਕਰਾਂਗੇ।: [668, 1223, 788, 1257]
- paragraph: ਤੋਂ ਹੀ ਚੋਣਾਂ ਜਿੱਤਦੇ ਆ ਰਹੇ ਹਨ। ਅਸੀਂ ਪਾਰਟੀ ਨੂੰ ਮਜ਼ਬੂਤ ਕਰਨ ਲਈ ਉਨ੍ਹਾਂ ਦੇ ਤਜਰਬੇ ਦੀ ਵਰਤੋਂ ਕਰਾਂਗੇ।: [796, 1361, 920, 1395]
